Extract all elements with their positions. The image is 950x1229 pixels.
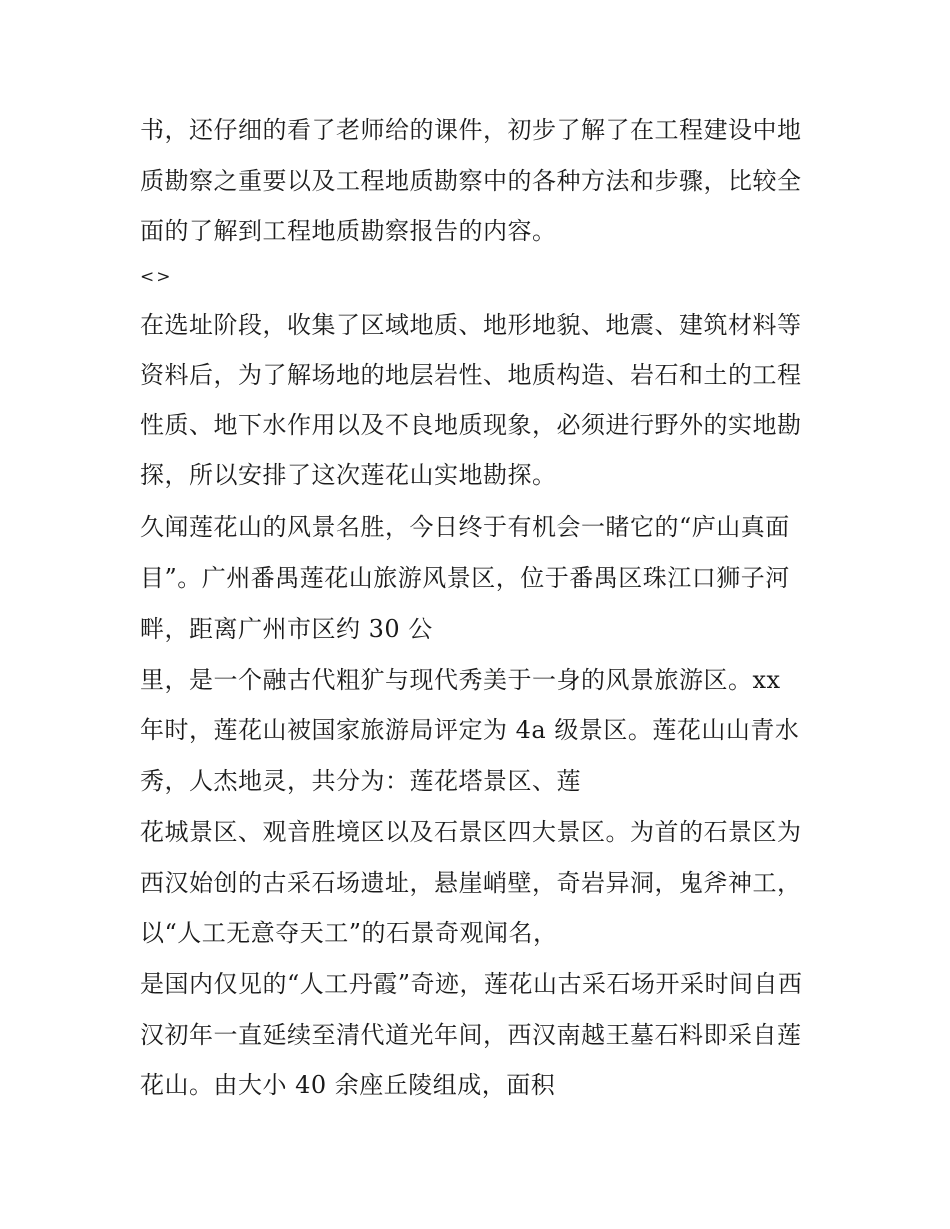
text-line: 西汉始创的古采石场遗址，悬崖峭壁，奇岩异洞，鬼斧神工， [140, 869, 802, 897]
text-line: <> [140, 267, 173, 287]
text-line: 在选址阶段，收集了区域地质、地形地貌、地震、建筑材料等 [140, 311, 802, 339]
text-line: 性质、地下水作用以及不良地质现象，必须进行野外的实地勘 [140, 411, 802, 439]
text-line: 资料后，为了解场地的地层岩性、地质构造、岩石和土的工程 [140, 361, 802, 389]
text-line: 面的了解到工程地质勘察报告的内容。 [140, 217, 557, 245]
text-line: 探，所以安排了这次莲花山实地勘探。 [140, 461, 557, 489]
text-line: 以“人工无意夺天工”的石景奇观闻名， [140, 919, 558, 947]
text-line: 秀，人杰地灵，共分为：莲花塔景区、莲 [140, 767, 581, 795]
text-line: 年时，莲花山被国家旅游局评定为 4a 级景区。莲花山山青水 [140, 716, 800, 744]
text-line: 花山。由大小 40 余座丘陵组成，面积 [140, 1071, 556, 1099]
text-line: 是国内仅见的“人工丹霞”奇迹，莲花山古采石场开采时间自西 [140, 970, 803, 998]
text-line: 汉初年一直延续至清代道光年间，西汉南越王墓石料即采自莲 [140, 1021, 802, 1049]
text-line: 花城景区、观音胜境区以及石景区四大景区。为首的石景区为 [140, 818, 802, 846]
text-line: 里，是一个融古代粗犷与现代秀美于一身的风景旅游区。xx [140, 666, 781, 694]
text-line: 书，还仔细的看了老师给的课件，初步了解了在工程建设中地 [140, 116, 802, 144]
text-line: 质勘察之重要以及工程地质勘察中的各种方法和步骤，比较全 [140, 167, 802, 195]
text-line: 目”。广州番禺莲花山旅游风景区，位于番禺区珠江口狮子河 [140, 564, 790, 592]
text-line: 畔，距离广州市区约 30 公 [140, 615, 433, 643]
text-line: 久闻莲花山的风景名胜，今日终于有机会一睹它的“庐山真面 [140, 513, 790, 541]
